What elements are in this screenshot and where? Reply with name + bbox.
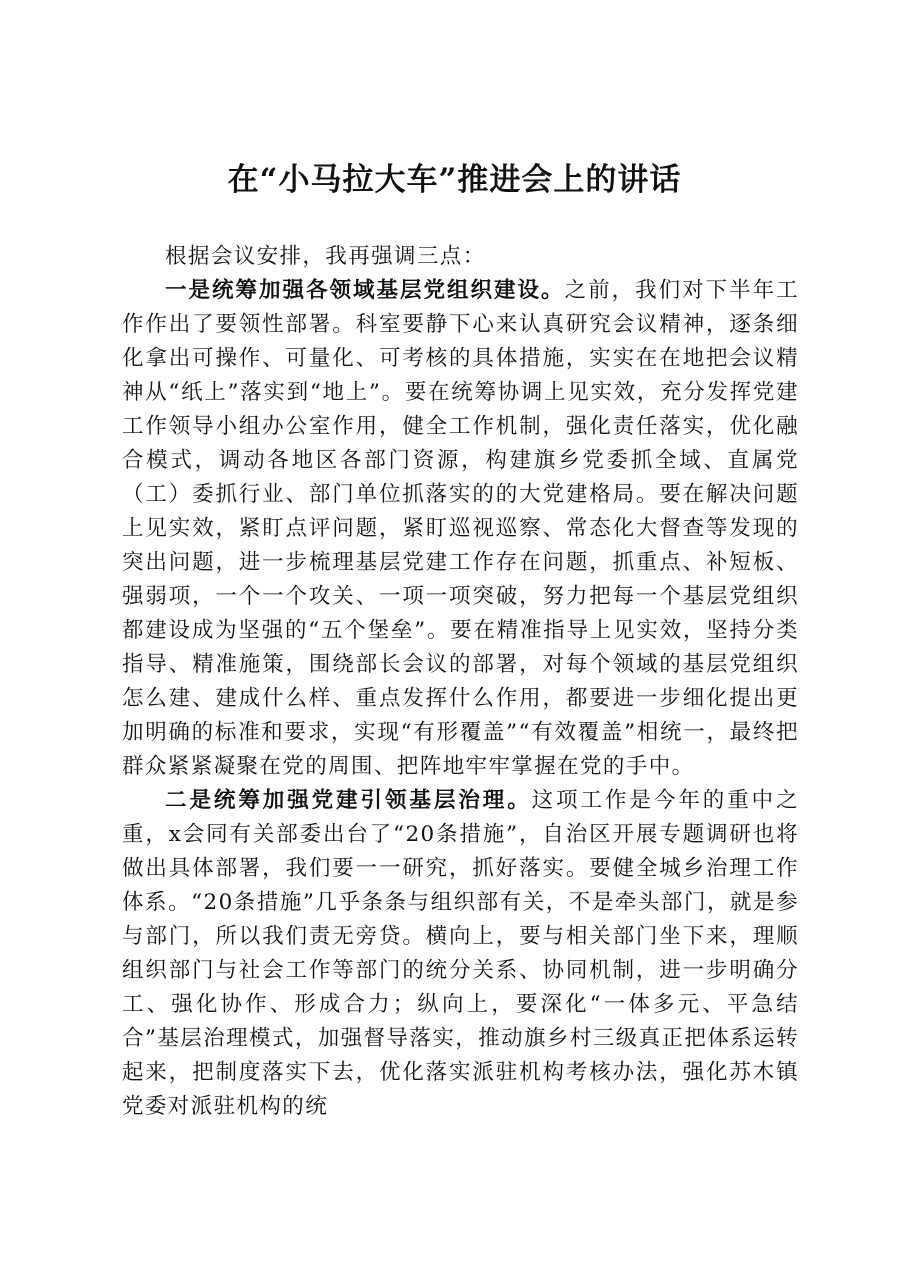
document-body xyxy=(122,240,799,1124)
point-2-heading: 二是统筹加强党建引领基层治理。 xyxy=(165,788,532,813)
point-1-text: 之前，我们对下半年工作作出了要领性部署。科室要静下心来认真研究会议精神，逐条细化拿出可操作、可量化、可考核的具体措施，实实在在地把会议精神从“纸上”落实到“地上”。要在统筹协调上见实效，充分发挥党建工作领导小组办公室作用，健全工作机制，强化责任落实，优化融合模式，调动各地区各部门资源，构建旗乡党委抓全域、直属党（工）委抓行业、部门单位抓落实的的大党建格局。要在解决问题上见实效，紧盯点评问题，紧盯巡视巡察、常态化大督查等发现的突出问题，进一步梳理基层党建工作存在问题，抓重点、补短板、强弱项，一个一个攻关、一项一项突破，努力把每一个基层党组织都建设成为坚强的“五个堡垒”。要在精准指导上见实效，坚持分类指导、精准施策，围绕部长会议的部署，对每个领域的基层党组织怎么建、建成什么样、重点发挥什么作用，都要进一步细化提出更加明确的标准和要求，实现“有形覆盖”“有效覆盖”相统一，最终把群众紧紧凝聚在党的周围、把阵地牢牢掌握在党的手中。 xyxy=(122,278,799,779)
point-paragraph-2 xyxy=(122,784,799,1124)
point-1-heading: 一是统筹加强各领域基层党组织建设。 xyxy=(165,278,565,303)
intro-paragraph: 根据会议安排，我再强调三点： xyxy=(165,244,486,269)
point-paragraph-1 xyxy=(122,274,799,784)
document-title: 在“小马拉大车”推进会上的讲话 xyxy=(227,162,682,198)
point-2-text: 这项工作是今年的重中之重，x会同有关部委出台了“20条措施”，自治区开展专题调研也将做出具体部署，我们要一一研究，抓好落实。要健全城乡治理工作体系。“20条措施”几乎条条与组织部有关，不是牵头部门，就是参与部门，所以我们责无旁贷。横向上，要与相关部门坐下来，理顺组织部门与社会工作等部门的统分关系、协同机制，进一步明确分工、强化协作、形成合力；纵向上，要深化“一体多元、平急结合”基层治理模式，加强督导落实，推动旗乡村三级真正把体系运转起来，把制度落实下去，优化落实派驻机构考核办法，强化苏木镇党委对派驻机构的统 xyxy=(122,788,799,1119)
